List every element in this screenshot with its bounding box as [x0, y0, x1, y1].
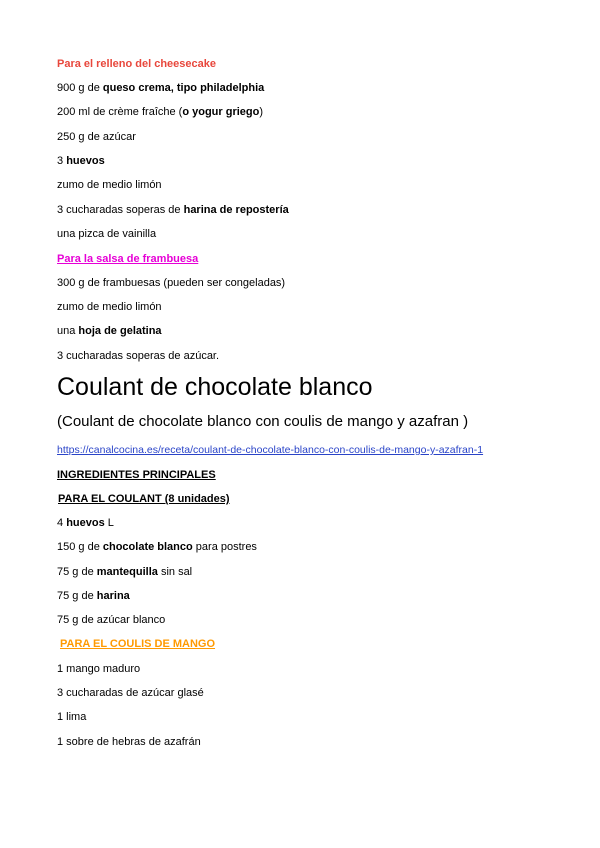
- ingredient-line: 300 g de frambuesas (pueden ser congeladas): [57, 277, 286, 289]
- recipe-source-link[interactable]: https://canalcocina.es/receta/coulant-de-chocolate-blanco-con-coulis-de-mango-y-azafran-1: [57, 444, 484, 456]
- ingredient-line: 75 g de mantequilla sin sal: [57, 566, 193, 578]
- ingredient-line: zumo de medio limón: [57, 179, 162, 191]
- ingredient-line: 75 g de azúcar blanco: [57, 614, 166, 626]
- ingredient-line: 75 g de harina: [57, 590, 130, 602]
- ingredient-line: una pizca de vainilla: [57, 228, 157, 240]
- cheesecake-filling-heading: Para el relleno del cheesecake: [57, 58, 216, 70]
- ingredient-line: una hoja de gelatina: [57, 325, 162, 337]
- ingredient-line: 1 sobre de hebras de azafrán: [57, 736, 201, 748]
- recipe-subtitle: (Coulant de chocolate blanco con coulis de mango y azafran ): [57, 413, 469, 430]
- ingredient-line: 3 cucharadas de azúcar glasé: [57, 687, 204, 699]
- ingredient-line: 250 g de azúcar: [57, 131, 136, 143]
- ingredient-line: 1 lima: [57, 711, 87, 723]
- raspberry-sauce-heading: Para la salsa de frambuesa: [57, 253, 199, 265]
- recipe-title: Coulant de chocolate blanco: [57, 373, 373, 401]
- ingredient-line: 4 huevos L: [57, 517, 114, 529]
- main-ingredients-heading: INGREDIENTES PRINCIPALES: [57, 469, 216, 481]
- ingredient-line: 3 huevos: [57, 155, 105, 167]
- ingredient-line: 3 cucharadas soperas de harina de repostería: [57, 204, 289, 216]
- ingredient-line: 900 g de queso crema, tipo philadelphia: [57, 82, 265, 94]
- ingredient-line: 150 g de chocolate blanco para postres: [57, 541, 257, 553]
- ingredient-line: 1 mango maduro: [57, 663, 141, 675]
- ingredient-line: 200 ml de crème fraîche (o yogur griego): [57, 106, 264, 118]
- coulant-heading: PARA EL COULANT (8 unidades): [58, 493, 230, 505]
- mango-coulis-heading: PARA EL COULIS DE MANGO: [60, 638, 216, 650]
- ingredient-line: 3 cucharadas soperas de azúcar.: [57, 350, 220, 362]
- ingredient-line: zumo de medio limón: [57, 301, 162, 313]
